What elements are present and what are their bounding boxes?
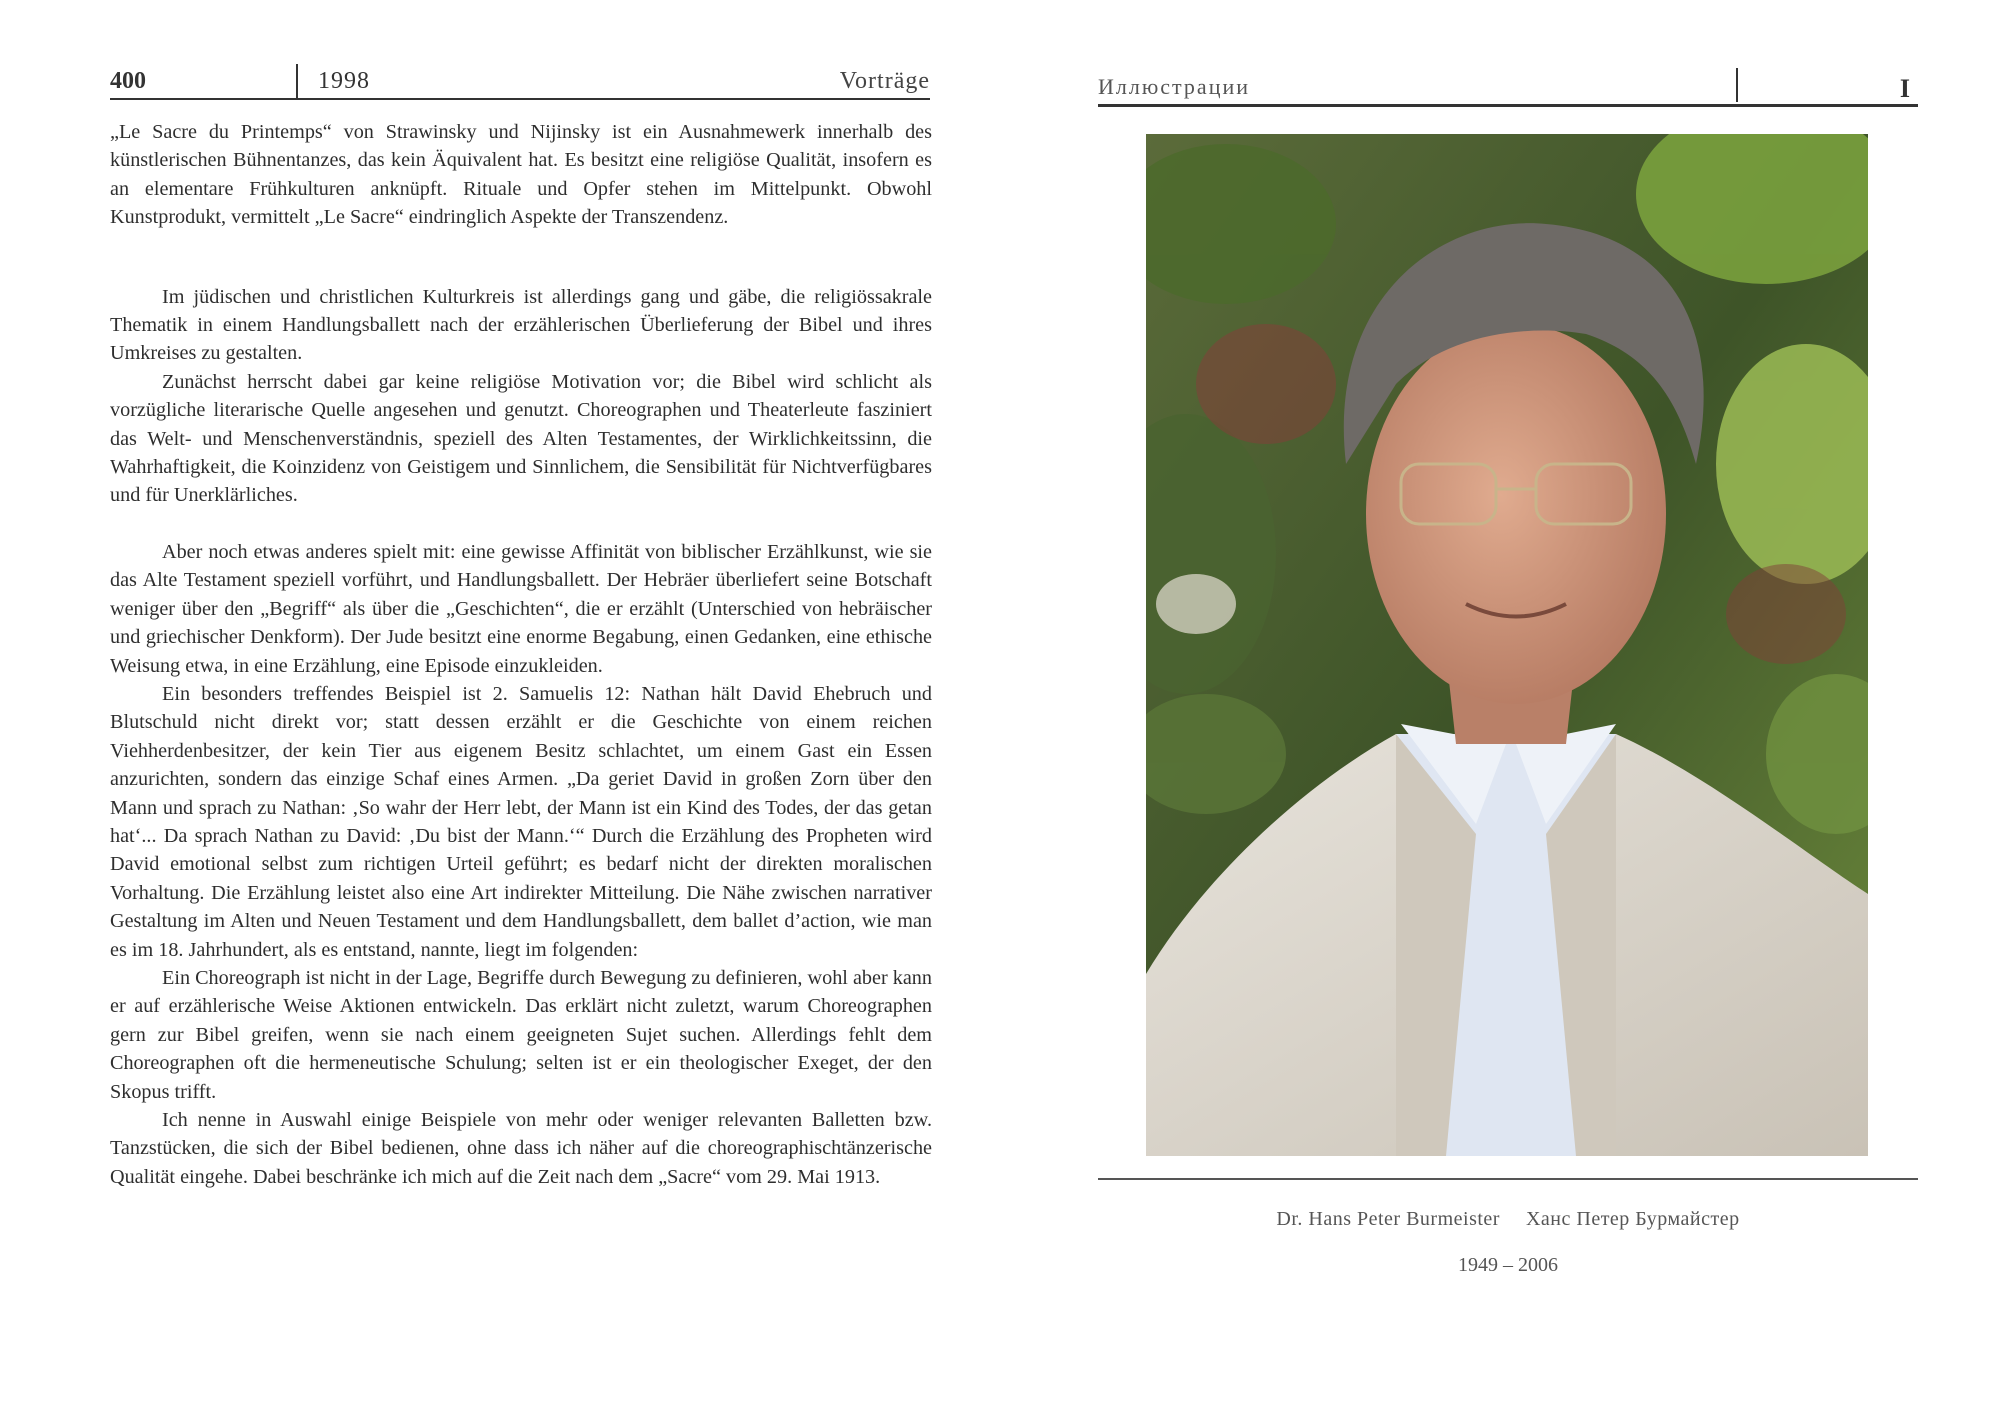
body-text (110, 118, 932, 1191)
paragraph: Zunächst herrscht dabei gar keine religiöse Motivation vor; die Bibel wird schlicht als vorzügliche literarische Quelle angesehen und genutzt. Choreographen und Theaterleute fasziniert das Welt- und Menschenverständnis, speziell des Alten Testamentes, der Wirklichkeitssinn, die Wahrhaftigkeit, die Koinzidenz von Geistigem und Sinnlichem, die Sensibilität für Nichtverfügbares und für Unerklärliches. (110, 370, 932, 507)
caption-rule (1098, 1178, 1918, 1180)
paragraph: Aber noch etwas anderes spielt mit: eine gewisse Affinität von biblischer Erzählkunst, wie sie das Alte Testament speziell vorführt, und Handlungsballett. Der Hebräer überliefert seine Botschaft weniger über den „Begriff“ als über die „Geschichten“, die er erzählt (Unterschied von hebräischer und griechischer Denkform). Der Jude besitzt eine enorme Begabung, einen Gedanken, eine ethische Weisung etwa, in eine Erzählung, eine Episode einzukleiden. (110, 540, 932, 677)
caption-name-german: Dr. Hans Peter Burmeister (1276, 1208, 1500, 1230)
paragraph-gap (110, 232, 932, 283)
paragraph: Ein besonders treffendes Beispiel ist 2. Samuelis 12: Nathan hält David Ehebruch und Blutschuld nicht direkt vor; statt dessen erzählt er die Geschichte von einem reichen Viehherdenbesitzer, der kein Tier aus eigenem Besitz schlachtet, um einem Gast ein Essen anzurichten, sondern das einzige Schaf eines Armen. „Da geriet David in großen Zorn über den Mann und sprach zu Nathan: ‚So wahr der Herr lebt, der Mann ist ein Kind des Todes, der das getan hat‘... Da sprach Nathan zu David: ‚Du bist der Mann.‘“ Durch die Erzählung des Propheten wird David emotional selbst zum richtigen Urteil geführt; es bedarf nicht der direkten moralischen Vorhaltung. Die Erzählung leistet also eine Art indirekter Mitteilung. Die Nähe zwischen narrativer Gestaltung im Alten und Neuen Testament und dem Handlungsballett, dem ballet d’action, wie man es im 18. Jahrhundert, als es entstand, nannte, liegt im folgenden: (110, 682, 932, 961)
header-section: Иллюстрации (1098, 74, 1251, 99)
page-number: 400 (110, 68, 146, 94)
photo-caption (1098, 1208, 1918, 1231)
paragraph: Ich nenne in Auswahl einige Beispiele von mehr oder weniger relevanten Balletten bzw. Tanzstücken, die sich der Bibel bedienen, ohne dass ich näher auf die choreographischtänzerische Qualität eingehe. Dabei beschränke ich mich auf die Zeit nach dem „Sacre“ vom 29. Mai 1913. (110, 1109, 932, 1188)
page-number: I (1899, 74, 1910, 103)
paragraph: Ein Choreograph ist nicht in der Lage, Begriffe durch Bewegung zu definieren, wohl aber kann er auf erzählerische Weise Aktionen entwickeln. Das erklärt nicht zuletzt, warum Choreographen gern zur Bibel greifen, wenn sie nach einem geeigneten Sujet suchen. Allerdings fehlt dem Choreographen oft die hermeneutische Schulung; selten ist er ein theologischer Exeget, der den Skopus trifft. (110, 966, 932, 1103)
running-head-right (1098, 68, 1918, 108)
header-year: 1998 (318, 68, 370, 94)
portrait-photo (1146, 134, 1868, 1156)
life-dates: 1949 – 2006 (1458, 1254, 1558, 1276)
running-head-left (110, 64, 930, 100)
paragraph: Im jüdischen und christlichen Kulturkreis ist allerdings gang und gäbe, die religiössakrale Thematik in einem Handlungsballett nach der erzählerischen Überlieferung der Bibel und ihres Umkreises zu gestalten. (110, 285, 932, 365)
paragraph-gap (110, 510, 932, 538)
header-rule (110, 98, 930, 100)
header-rule (1098, 104, 1918, 107)
header-divider (296, 64, 298, 98)
header-section: Vorträge (839, 68, 930, 94)
caption-name-russian: Ханс Петер Бурмайстер (1525, 1208, 1740, 1230)
paragraph: „Le Sacre du Printemps“ von Strawinsky und Nijinsky ist ein Ausnahmewerk innerhalb des künstlerischen Bühnentanzes, das kein Äquivalent hat. Es besitzt eine religiöse Qualität, insofern es an elementare Frühkulturen anknüpft. Rituale und Opfer stehen im Mittelpunkt. Obwohl Kunstprodukt, vermittelt „Le Sacre“ eindringlich Aspekte der Transzendenz. (110, 121, 932, 229)
right-page (1000, 0, 2000, 1409)
header-divider (1736, 68, 1738, 102)
